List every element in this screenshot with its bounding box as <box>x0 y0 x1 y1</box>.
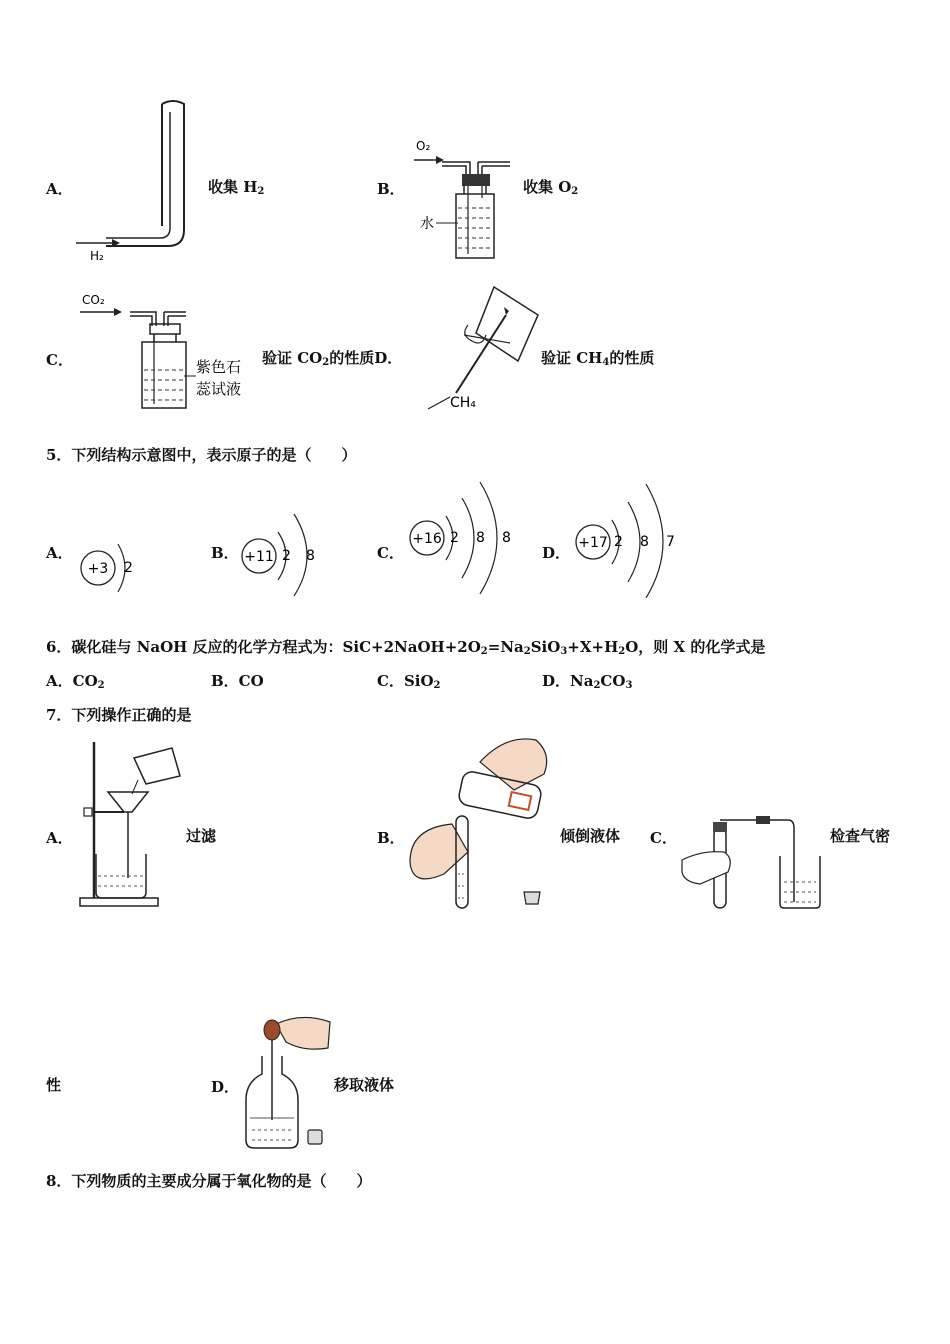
q4-c-liquid-line1: 紫色石 <box>196 358 242 376</box>
q5-option-b-label: B． <box>211 544 239 562</box>
q7-option-c-label: C． <box>650 829 677 847</box>
q5-c-shell-3: 8 <box>502 530 511 546</box>
q5-c-nucleus: +16 <box>412 531 442 547</box>
q7-stem: 7．下列操作正确的是 <box>46 706 192 724</box>
q6-option-b: B．CO <box>211 672 264 690</box>
q5-a-shell-1: 2 <box>124 560 133 576</box>
q4-option-d-caption: 验证 $CH_4$的性质 <box>541 349 655 368</box>
q7-option-d-caption: 移取液体 <box>334 1076 395 1094</box>
q4-b-apparatus <box>412 136 522 266</box>
q5-c-shell-1: 2 <box>450 530 459 546</box>
q5-c-shell-2: 8 <box>476 530 485 546</box>
q4-option-a-caption: 收集 $H_2$ <box>208 178 265 197</box>
q6-option-d: D．$Na_2CO_3$ <box>542 672 633 691</box>
q7-option-b-label: B． <box>377 829 405 847</box>
q6-option-c: C．SiO$_2$ <box>377 672 441 691</box>
q7-b-pouring-image <box>402 734 562 914</box>
q7-option-a-label: A． <box>46 829 73 847</box>
q5-option-d-label: D． <box>542 544 571 562</box>
q5-a-nucleus: +3 <box>87 561 109 577</box>
q5-d-nucleus: +17 <box>578 535 608 551</box>
q4-a-gas-label: H₂ <box>90 249 104 263</box>
q4-b-water-label: 水 <box>420 216 434 232</box>
q4-b-gas-label: O₂ <box>416 139 431 153</box>
q6-option-a: A．$CO_2$ <box>46 672 105 691</box>
q7-option-c-caption: 检查气密 <box>830 827 891 845</box>
q4-option-b-label: B． <box>377 180 405 198</box>
q4-d-gas-label: CH₄ <box>450 395 476 411</box>
q4-c-liquid-line2: 蕊试液 <box>196 380 242 398</box>
q7-option-b-caption: 倾倒液体 <box>560 827 621 845</box>
q5-d-shell-3: 7 <box>666 534 675 550</box>
q7-d-dropper-image <box>242 1012 342 1152</box>
q7-option-c-caption-continued: 性 <box>46 1076 62 1094</box>
q7-c-airtightness-image <box>680 812 830 912</box>
q5-a-atom-diagram <box>78 538 138 598</box>
q7-option-a-caption: 过滤 <box>186 827 217 845</box>
q7-a-filtration-image <box>76 740 186 912</box>
q7-option-d-label: D． <box>211 1078 240 1096</box>
q4-option-c-label: C． <box>46 351 73 369</box>
q5-option-c-label: C． <box>377 544 404 562</box>
q5-b-atom-diagram <box>240 508 330 598</box>
q4-option-b-caption: 收集 $O_2$ <box>523 178 579 197</box>
q5-option-a-label: A． <box>46 544 73 562</box>
q4-c-apparatus <box>80 288 260 418</box>
q5-stem: 5．下列结构示意图中，表示原子的是（ ） <box>46 446 357 464</box>
q5-b-shell-1: 2 <box>282 548 291 564</box>
q5-d-atom-diagram <box>574 482 694 602</box>
q4-a-apparatus <box>76 98 186 268</box>
q5-b-nucleus: +11 <box>244 549 274 565</box>
q5-d-shell-2: 8 <box>640 534 649 550</box>
q4-option-c-caption: 验证 $CO_2$的性质D． <box>262 349 403 368</box>
q4-c-gas-label: CO₂ <box>82 293 105 307</box>
q6-stem: 6．碳化硅与 NaOH 反应的化学方程式为：$SiC+2NaOH+2O_2=Na_2SiO_3+X+H_2O$，则 X 的化学式是 <box>46 638 766 657</box>
q8-stem: 8．下列物质的主要成分属于氧化物的是（ ） <box>46 1172 372 1190</box>
q4-option-a-label: A． <box>46 180 73 198</box>
q5-c-atom-diagram <box>408 480 528 600</box>
q5-b-shell-2: 8 <box>306 548 315 564</box>
q4-d-apparatus <box>420 285 550 415</box>
q5-d-shell-1: 2 <box>614 534 623 550</box>
